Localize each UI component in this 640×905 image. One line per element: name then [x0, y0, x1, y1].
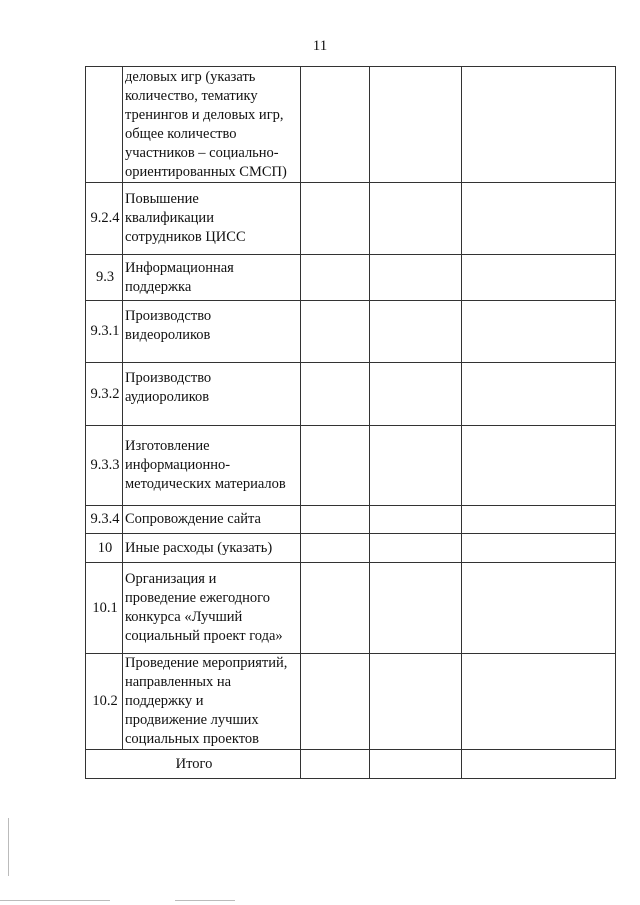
description-line: участников – социально- — [125, 144, 279, 161]
description-line: Иные расходы (указать) — [125, 539, 273, 556]
empty-cell — [301, 255, 370, 301]
description-line: поддержка — [125, 278, 192, 295]
row-description — [123, 301, 301, 363]
description-line: видеороликов — [125, 327, 211, 343]
empty-cell — [462, 183, 616, 255]
row-number: 9.3 — [86, 255, 123, 301]
empty-cell — [370, 506, 462, 534]
description-line: общее количество — [125, 125, 237, 142]
row-description — [123, 506, 301, 534]
row-number: 10.2 — [86, 654, 123, 750]
row-number: 9.3.4 — [86, 506, 123, 534]
description-line: Организация и — [125, 571, 217, 587]
total-label: Итого — [86, 750, 301, 779]
empty-cell — [462, 750, 616, 779]
table-row — [86, 67, 616, 183]
description-line: Повышение — [125, 191, 199, 207]
empty-cell — [462, 301, 616, 363]
empty-cell — [370, 363, 462, 426]
empty-cell — [462, 255, 616, 301]
description-line: проведение ежегодного — [125, 590, 270, 606]
row-description — [123, 426, 301, 506]
empty-cell — [370, 563, 462, 654]
scan-artifact — [175, 900, 235, 901]
row-description — [123, 183, 301, 255]
row-number: 10.1 — [86, 563, 123, 654]
description-line: конкурса «Лучший — [125, 609, 243, 625]
table-row — [86, 534, 616, 563]
empty-cell — [370, 183, 462, 255]
empty-cell — [370, 534, 462, 563]
scan-artifact — [8, 818, 9, 876]
description-line: социальный проект года» — [125, 628, 283, 644]
description-line: Производство — [125, 308, 212, 324]
row-number: 9.3.3 — [86, 426, 123, 506]
description-line: продвижение лучших — [125, 712, 259, 728]
description-line: деловых игр (указать — [125, 68, 256, 85]
description-line: квалификации — [125, 210, 214, 226]
row-description — [123, 534, 301, 563]
row-number: 9.2.4 — [86, 183, 123, 255]
table-row — [86, 563, 616, 654]
empty-cell — [462, 563, 616, 654]
empty-cell — [370, 67, 462, 183]
empty-cell — [301, 67, 370, 183]
description-line: ориентированных СМСП) — [125, 163, 287, 180]
empty-cell — [301, 750, 370, 779]
table-row — [86, 255, 616, 301]
row-description — [123, 654, 301, 750]
empty-cell — [301, 183, 370, 255]
description-line: социальных проектов — [125, 731, 259, 747]
empty-cell — [301, 363, 370, 426]
scan-artifact — [0, 900, 110, 901]
empty-cell — [462, 654, 616, 750]
description-line: аудиороликов — [125, 389, 210, 405]
description-line: Проведение мероприятий, — [125, 655, 288, 671]
table-row — [86, 506, 616, 534]
table-row — [86, 183, 616, 255]
description-line: методических материалов — [125, 476, 286, 492]
description-line: Сопровождение сайта — [125, 511, 261, 527]
table-row — [86, 301, 616, 363]
row-description — [123, 67, 301, 183]
row-number — [86, 67, 123, 183]
description-line: Изготовление — [125, 438, 210, 454]
description-line: тренингов и деловых игр, — [125, 106, 284, 123]
empty-cell — [301, 426, 370, 506]
row-description — [123, 255, 301, 301]
empty-cell — [462, 534, 616, 563]
description-line: информационно- — [125, 457, 231, 473]
empty-cell — [370, 654, 462, 750]
empty-cell — [370, 255, 462, 301]
empty-cell — [301, 506, 370, 534]
empty-cell — [370, 750, 462, 779]
row-description — [123, 563, 301, 654]
table-row — [86, 654, 616, 750]
empty-cell — [462, 426, 616, 506]
row-number: 9.3.2 — [86, 363, 123, 426]
table-row — [86, 363, 616, 426]
empty-cell — [301, 301, 370, 363]
description-line: Информационная — [125, 259, 234, 276]
description-line: поддержку и — [125, 693, 204, 709]
table-row — [86, 426, 616, 506]
row-description — [123, 363, 301, 426]
page-number: 11 — [312, 38, 328, 54]
empty-cell — [370, 426, 462, 506]
row-number: 9.3.1 — [86, 301, 123, 363]
description-line: количество, тематику — [125, 87, 258, 104]
empty-cell — [370, 301, 462, 363]
empty-cell — [462, 67, 616, 183]
budget-table — [85, 66, 616, 779]
empty-cell — [301, 654, 370, 750]
description-line: Производство — [125, 370, 212, 386]
description-line: сотрудников ЦИСС — [125, 229, 246, 245]
row-number: 10 — [86, 534, 123, 563]
empty-cell — [301, 563, 370, 654]
description-line: направленных на — [125, 674, 232, 690]
empty-cell — [301, 534, 370, 563]
empty-cell — [462, 363, 616, 426]
empty-cell — [462, 506, 616, 534]
total-row — [86, 750, 616, 779]
